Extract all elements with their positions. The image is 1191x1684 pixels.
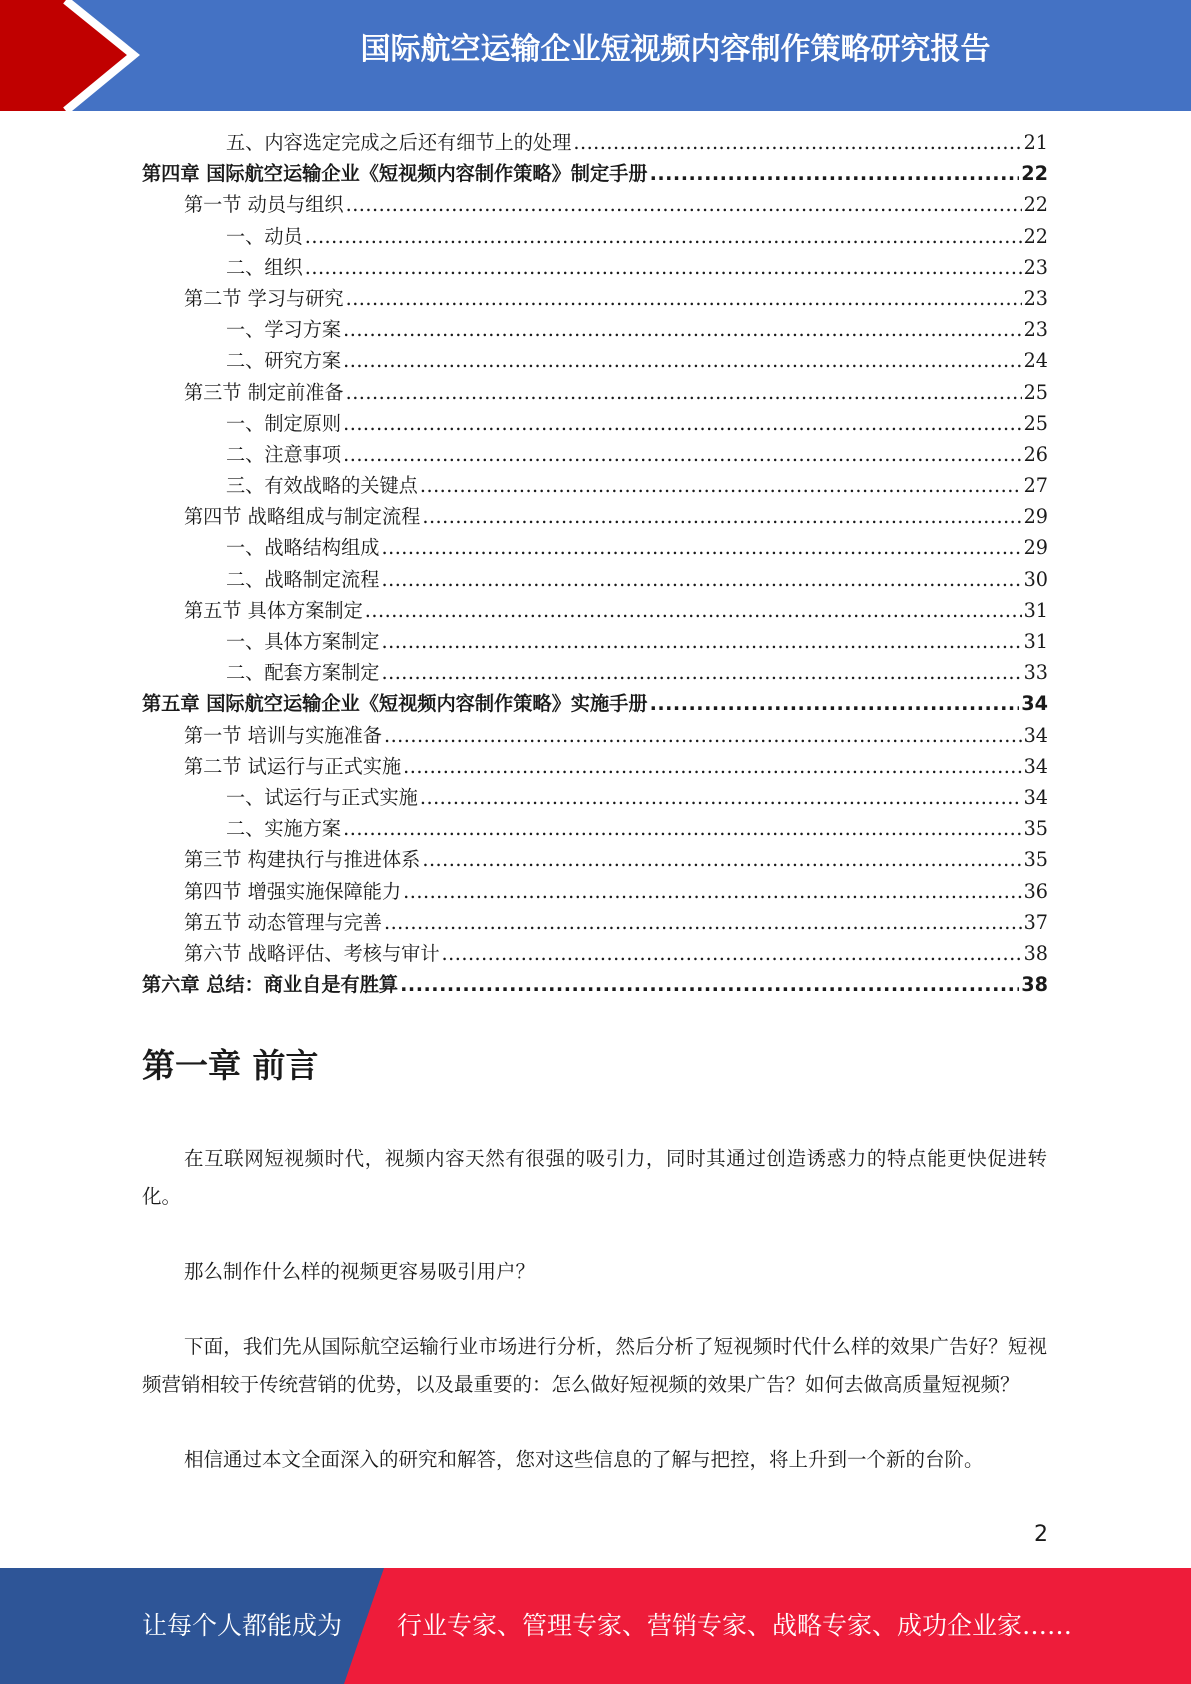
toc-entry-label: 第一节 培训与实施准备 — [184, 723, 382, 747]
toc-page-number: 27 — [1023, 474, 1048, 498]
footer-slogan-left: 让每个人都能成为 — [142, 1611, 343, 1640]
toc-entry-label: 第五节 具体方案制定 — [184, 598, 363, 622]
toc-dot-leader — [400, 969, 1019, 1000]
toc-dot-leader — [343, 813, 1021, 844]
page-header — [0, 0, 1191, 111]
toc-page-number: 31 — [1023, 630, 1048, 653]
paragraph: 相信通过本文全面深入的研究和解答，您对这些信息的了解与把控，将上升到一个新的台阶。 — [184, 1448, 984, 1471]
toc-dot-leader — [382, 532, 1022, 563]
toc-dot-leader — [420, 470, 1022, 501]
toc-dot-leader — [422, 501, 1021, 532]
toc-dot-leader — [382, 657, 1022, 688]
toc-page-number: 23 — [1023, 286, 1048, 310]
toc-page-number: 24 — [1023, 349, 1048, 373]
toc-page-number: 33 — [1023, 661, 1048, 685]
toc-entry-label: 一、战略结构组成 — [226, 536, 380, 560]
page-footer — [0, 1568, 1191, 1684]
toc-page-number: 22 — [1023, 224, 1048, 248]
toc-item-row[interactable] — [142, 532, 1048, 563]
toc-dot-leader — [346, 377, 1022, 408]
toc-entry-label: 第五节 动态管理与完善 — [184, 910, 382, 934]
toc-section-row[interactable] — [142, 501, 1048, 532]
toc-dot-leader — [442, 938, 1022, 969]
toc-entry-label: 一、试运行与正式实施 — [226, 785, 418, 809]
toc-page-number: 23 — [1023, 318, 1048, 342]
toc-page-number: 38 — [1023, 941, 1048, 965]
toc-dot-leader — [382, 626, 1022, 657]
toc-page-number: 22 — [1021, 162, 1048, 186]
toc-page-number: 29 — [1023, 536, 1048, 560]
paragraph: 那么制作什么样的视频更容易吸引用户？ — [184, 1260, 536, 1283]
toc-dot-leader — [346, 283, 1022, 314]
toc-dot-leader — [365, 595, 1022, 626]
toc-section-row[interactable] — [142, 720, 1048, 751]
toc-page-number: 21 — [1023, 131, 1048, 154]
toc-entry-label: 一、动员 — [226, 224, 303, 248]
toc-section-row[interactable] — [142, 844, 1048, 875]
toc-section-row[interactable] — [142, 189, 1048, 220]
toc-page-number: 25 — [1023, 380, 1048, 404]
toc-page-number: 37 — [1023, 910, 1048, 934]
toc-item-row[interactable] — [142, 626, 1048, 657]
toc-item-row[interactable] — [142, 657, 1048, 688]
toc-dot-leader — [382, 564, 1022, 595]
chapter-heading: 第一章 前言 — [142, 1046, 319, 1085]
toc-chapter-row[interactable] — [142, 688, 1048, 719]
toc-entry-label: 一、具体方案制定 — [226, 630, 380, 653]
toc-section-row[interactable] — [142, 595, 1048, 626]
toc-entry-label: 二、注意事项 — [226, 442, 342, 466]
toc-page-number: 34 — [1023, 785, 1048, 809]
toc-item-row[interactable] — [142, 564, 1048, 595]
header-chevron-icon — [0, 0, 160, 111]
toc-chapter-row[interactable] — [142, 158, 1048, 189]
toc-dot-leader — [422, 844, 1021, 875]
toc-entry-label: 第六节 战略评估、考核与审计 — [184, 941, 440, 965]
toc-entry-label: 一、学习方案 — [226, 318, 342, 342]
toc-dot-leader — [384, 720, 1022, 751]
toc-page-number: 29 — [1023, 505, 1048, 529]
toc-item-row[interactable] — [142, 252, 1048, 283]
toc-item-row[interactable] — [142, 127, 1048, 158]
toc-page-number: 30 — [1023, 567, 1048, 591]
paragraph: 下面，我们先从国际航空运输行业市场进行分析，然后分析了短视频时代什么样的效果广告好？短视频营销相较于传统营销的优势，以及最重要的：怎么做好短视频的效果广告？如何去做高质量短视频？ — [142, 1335, 1047, 1396]
toc-section-row[interactable] — [142, 876, 1048, 907]
toc-entry-label: 第四节 增强实施保障能力 — [184, 879, 402, 903]
toc-page-number: 23 — [1023, 255, 1048, 279]
toc-dot-leader — [343, 408, 1021, 439]
toc-entry-label: 第二节 学习与研究 — [184, 286, 344, 310]
toc-entry-label: 三、有效战略的关键点 — [226, 474, 418, 498]
toc-dot-leader — [573, 127, 1021, 158]
toc-dot-leader — [403, 751, 1021, 782]
chapter-body — [142, 1140, 1047, 1516]
toc-entry-label: 五、内容选定完成之后还有细节上的处理 — [226, 131, 572, 154]
toc-section-row[interactable] — [142, 938, 1048, 969]
toc-section-row[interactable] — [142, 751, 1048, 782]
toc-item-row[interactable] — [142, 439, 1048, 470]
toc-page-number: 22 — [1023, 193, 1048, 217]
paragraph: 在互联网短视频时代，视频内容天然有很强的吸引力，同时其通过创造诱惑力的特点能更快促进转化。 — [142, 1147, 1047, 1208]
toc-dot-leader — [650, 158, 1020, 189]
toc-entry-label: 一、制定原则 — [226, 411, 342, 435]
toc-entry-label: 二、实施方案 — [226, 817, 342, 841]
toc-entry-label: 第一节 动员与组织 — [184, 193, 344, 217]
toc-entry-label: 第三节 制定前准备 — [184, 380, 344, 404]
toc-entry-label: 第四章 国际航空运输企业《短视频内容制作策略》制定手册 — [142, 162, 648, 186]
toc-item-row[interactable] — [142, 470, 1048, 501]
toc-entry-label: 二、组织 — [226, 255, 303, 279]
toc-dot-leader — [403, 876, 1021, 907]
toc-item-row[interactable] — [142, 221, 1048, 252]
toc-page-number: 25 — [1023, 411, 1048, 435]
table-of-contents — [142, 127, 1048, 1000]
toc-entry-label: 二、战略制定流程 — [226, 567, 380, 591]
toc-item-row[interactable] — [142, 782, 1048, 813]
toc-dot-leader — [343, 345, 1021, 376]
report-title: 国际航空运输企业短视频内容制作策略研究报告 — [360, 32, 991, 67]
toc-dot-leader — [346, 189, 1022, 220]
toc-item-row[interactable] — [142, 408, 1048, 439]
toc-section-row[interactable] — [142, 907, 1048, 938]
toc-item-row[interactable] — [142, 314, 1048, 345]
toc-section-row[interactable] — [142, 283, 1048, 314]
toc-dot-leader — [343, 314, 1021, 345]
toc-page-number: 36 — [1023, 879, 1048, 903]
toc-dot-leader — [343, 439, 1021, 470]
toc-dot-leader — [650, 688, 1020, 719]
toc-entry-label: 第三节 构建执行与推进体系 — [184, 848, 421, 872]
toc-entry-label: 第五章 国际航空运输企业《短视频内容制作策略》实施手册 — [142, 692, 648, 716]
toc-entry-label: 第四节 战略组成与制定流程 — [184, 505, 421, 529]
toc-entry-label: 二、配套方案制定 — [226, 661, 380, 685]
toc-dot-leader — [420, 782, 1022, 813]
toc-entry-label: 第六章 总结：商业自是有胜算 — [142, 973, 399, 997]
page-number: 2 — [1034, 1522, 1048, 1547]
toc-entry-label: 二、研究方案 — [226, 349, 342, 373]
toc-item-row[interactable] — [142, 813, 1048, 844]
toc-page-number: 34 — [1023, 723, 1048, 747]
toc-section-row[interactable] — [142, 377, 1048, 408]
toc-dot-leader — [384, 907, 1022, 938]
toc-page-number: 26 — [1023, 442, 1048, 466]
toc-chapter-row[interactable] — [142, 969, 1048, 1000]
toc-entry-label: 第二节 试运行与正式实施 — [184, 754, 402, 778]
footer-slogan-right: 行业专家、管理专家、营销专家、战略专家、成功企业家…… — [397, 1611, 1073, 1640]
toc-page-number: 31 — [1023, 598, 1048, 622]
toc-page-number: 34 — [1023, 754, 1048, 778]
toc-dot-leader — [305, 252, 1022, 283]
toc-dot-leader — [305, 221, 1022, 252]
toc-page-number: 35 — [1023, 848, 1048, 872]
toc-item-row[interactable] — [142, 345, 1048, 376]
toc-page-number: 34 — [1021, 692, 1048, 716]
toc-page-number: 35 — [1023, 817, 1048, 841]
toc-page-number: 38 — [1021, 973, 1048, 997]
